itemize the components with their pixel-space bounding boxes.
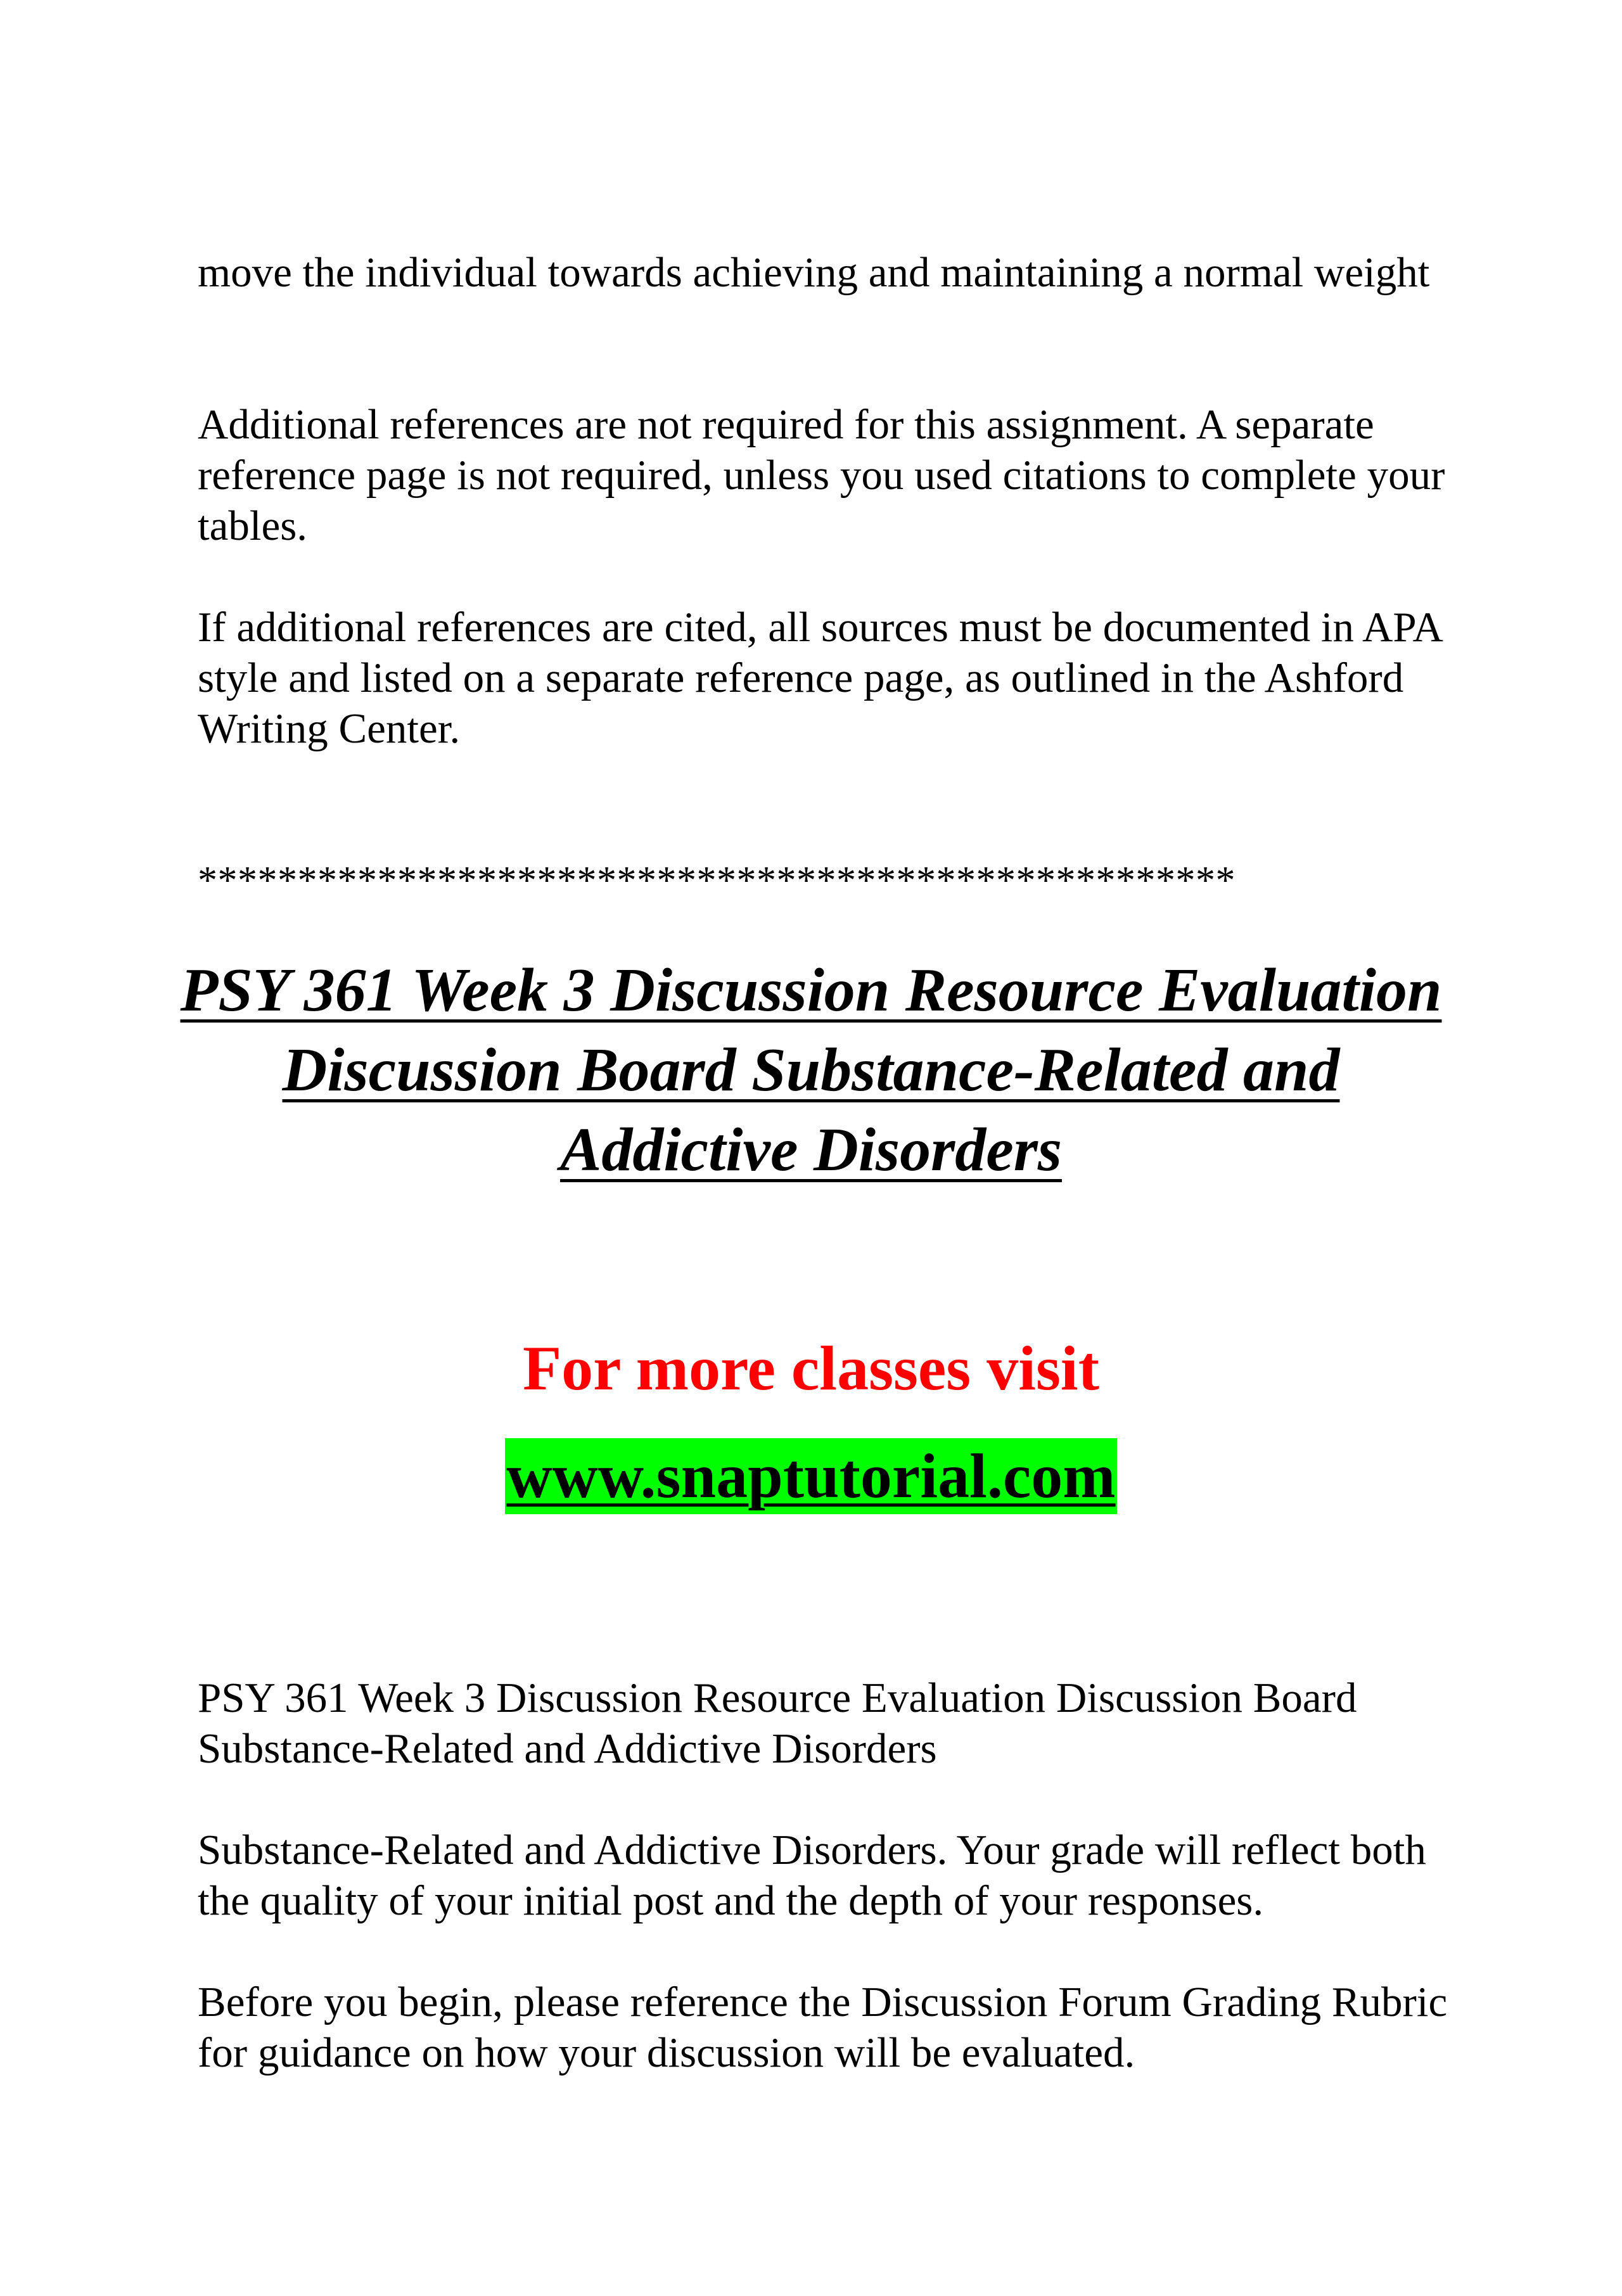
paragraph-rubric: Before you begin, please reference the Discussion Forum Grading Rubric for guidance on how your discussion will be evaluated. [198, 1979, 1448, 2076]
promo-link[interactable]: www.snaptutorial.com [505, 1438, 1116, 1514]
page-title: PSY 361 Week 3 Discussion Resource Evaluation Discussion Board Substance-Related and Addictive Disorders [180, 956, 1442, 1184]
promo-link-wrap [177, 1438, 1445, 1514]
separator: **************************************************** [198, 859, 1236, 902]
paragraph-references-not-required: Additional references are not required for this assignment. A separate reference page is not required, unless you used citations to complete your tables. [198, 401, 1445, 549]
paragraph-course-title: PSY 361 Week 3 Discussion Resource Evaluation Discussion Board Substance-Related and Addictive Disorders [198, 1674, 1357, 1772]
paragraph-grade-reflect: Substance-Related and Addictive Disorders. Your grade will reflect both the quality of your initial post and the depth of your responses. [198, 1827, 1426, 1924]
paragraph-weight: move the individual towards achieving and maintaining a normal weight [198, 249, 1430, 296]
paragraph-apa-style: If additional references are cited, all sources must be documented in APA style and listed on a separate reference page, as outlined in the Ashford Writing Center. [198, 604, 1441, 752]
promo-text: For more classes visit [522, 1333, 1099, 1403]
